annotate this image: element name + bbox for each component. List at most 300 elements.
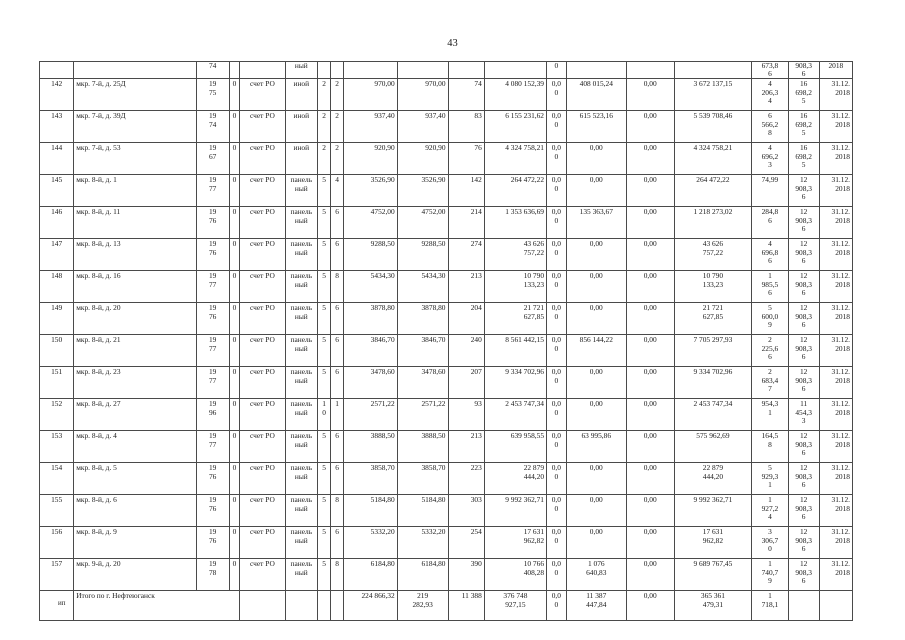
cell-year: 74 [196, 62, 229, 79]
cell-year: 19 76 [196, 303, 229, 335]
cell-people: 213 [448, 271, 484, 303]
table-row [40, 79, 853, 111]
cell-m1: 1 985,5 6 [752, 271, 788, 303]
cell-date: 31.12. 2018 [819, 143, 852, 175]
cell-m2: 16 698,2 5 [788, 79, 819, 111]
cell-address: мкр. 8-й, д. 9 [74, 527, 196, 559]
cell-s3: 0,00 [626, 271, 674, 303]
cell-m2: 12 908,3 6 [788, 495, 819, 527]
cell-area2: 970,00 [397, 79, 448, 111]
cell-date: 31.12. 2018 [819, 271, 852, 303]
cell-material: ный [285, 62, 317, 79]
cell-method: счет РО [240, 207, 286, 239]
cell-m2: 11 454,3 3 [788, 399, 819, 431]
cell-cost: 1 353 636,69 [484, 207, 546, 239]
cell-people: 207 [448, 367, 484, 399]
cell-s4: 21 721 627,85 [674, 303, 752, 335]
cell-date: 31.12. 2018 [819, 463, 852, 495]
cell-m2: 12 908,3 6 [788, 463, 819, 495]
cell-s1: 0,0 0 [547, 303, 567, 335]
table-row [40, 175, 853, 207]
cell-zero: 0 [229, 495, 239, 527]
cell-date: 31.12. 2018 [819, 559, 852, 591]
cell-zero: 0 [229, 431, 239, 463]
total-s3: 0,00 [626, 591, 674, 621]
cell-s3: 0,00 [626, 111, 674, 143]
cell-area2: 3878,80 [397, 303, 448, 335]
cell-area2: 3888,50 [397, 431, 448, 463]
cell-method: счет РО [240, 143, 286, 175]
cell-s2: 0,00 [566, 399, 626, 431]
cell-m1: 954,3 1 [752, 399, 788, 431]
cell-s1: 0,0 0 [547, 143, 567, 175]
cell-date: 31.12. 2018 [819, 79, 852, 111]
cell-date: 31.12. 2018 [819, 367, 852, 399]
cell-s1: 0,0 0 [547, 527, 567, 559]
total-area2: 219 282,93 [397, 591, 448, 621]
cell-floors: 2 [317, 111, 330, 143]
cell-date: 31.12. 2018 [819, 303, 852, 335]
cell-floors: 5 [317, 303, 330, 335]
cell-year: 19 76 [196, 527, 229, 559]
cell-cost: 10 790 133,23 [484, 271, 546, 303]
cell-area1: 970,00 [343, 79, 397, 111]
cell-entrances: 6 [331, 303, 343, 335]
cell-entrances: 6 [331, 335, 343, 367]
cell-entrances: 8 [331, 559, 343, 591]
cell-method: счет РО [240, 463, 286, 495]
cell-m2: 908,3 6 [788, 62, 819, 79]
cell-s2: 1 076 640,83 [566, 559, 626, 591]
cell-material: панель ный [285, 559, 317, 591]
cell-area1: 920,90 [343, 143, 397, 175]
cell-m1: 284,8 6 [752, 207, 788, 239]
cell-entrances: 2 [331, 79, 343, 111]
cell-floors: 5 [317, 463, 330, 495]
cell-method: счет РО [240, 431, 286, 463]
cell-area2: 937,40 [397, 111, 448, 143]
cell-no: 154 [40, 463, 74, 495]
cell-cost: 8 561 442,15 [484, 335, 546, 367]
cell-entrances: 8 [331, 495, 343, 527]
cell-m1: 3 306,7 0 [752, 527, 788, 559]
cell-s4: 43 626 757,22 [674, 239, 752, 271]
cell-method: счет РО [240, 527, 286, 559]
cell-address: мкр. 9-й, д. 20 [74, 559, 196, 591]
cell-no: 157 [40, 559, 74, 591]
cell-s3: 0,00 [626, 559, 674, 591]
cell-cost: 4 324 758,21 [484, 143, 546, 175]
cell-area2: 2571,22 [397, 399, 448, 431]
cell-s4: 22 879 444,20 [674, 463, 752, 495]
cell-year: 19 76 [196, 495, 229, 527]
total-s1: 0,0 0 [547, 591, 567, 621]
cell-area2: 4752,00 [397, 207, 448, 239]
cell-s4: 10 790 133,23 [674, 271, 752, 303]
cell-entrances: 6 [331, 463, 343, 495]
cell-m2: 12 908,3 6 [788, 271, 819, 303]
cell-s2: 135 363,67 [566, 207, 626, 239]
cell-area1: 5332,20 [343, 527, 397, 559]
cell-area1: 3478,60 [343, 367, 397, 399]
cell-m2: 12 908,3 6 [788, 175, 819, 207]
cell-s3: 0,00 [626, 207, 674, 239]
cell-year: 19 96 [196, 399, 229, 431]
cell-s1: 0,0 0 [547, 463, 567, 495]
cell-zero: 0 [229, 335, 239, 367]
cell-floors: 5 [317, 559, 330, 591]
cell-no: 146 [40, 207, 74, 239]
cell-no: 153 [40, 431, 74, 463]
cell-floors: 5 [317, 431, 330, 463]
housing-table [39, 61, 853, 621]
cell-m1: 673,8 6 [752, 62, 788, 79]
cell-people: 213 [448, 431, 484, 463]
cell-area2: 5184,80 [397, 495, 448, 527]
cell-area1: 2571,22 [343, 399, 397, 431]
cell-cost: 6 155 231,62 [484, 111, 546, 143]
cell-floors: 5 [317, 239, 330, 271]
cell-people: 214 [448, 207, 484, 239]
cell-method: счет РО [240, 335, 286, 367]
cell-m1: 74,99 [752, 175, 788, 207]
cell-address: мкр. 8-й, д. 6 [74, 495, 196, 527]
cell-people: 274 [448, 239, 484, 271]
cell-no: 156 [40, 527, 74, 559]
cell-no: 148 [40, 271, 74, 303]
cell-method: счет РО [240, 239, 286, 271]
cell-people: 204 [448, 303, 484, 335]
cell-material: панель ный [285, 431, 317, 463]
cell-material: панель ный [285, 495, 317, 527]
cell-people: 240 [448, 335, 484, 367]
cell-material: панель ный [285, 399, 317, 431]
table-row [40, 495, 853, 527]
cell-s2: 0,00 [566, 495, 626, 527]
cell-people: 93 [448, 399, 484, 431]
cell-area2: 3858,70 [397, 463, 448, 495]
cell-material: панель ный [285, 367, 317, 399]
cell-s1: 0 [547, 62, 567, 79]
cell-s2: 615 523,16 [566, 111, 626, 143]
cell-address: мкр. 8-й, д. 20 [74, 303, 196, 335]
cell-cost: 4 080 152,39 [484, 79, 546, 111]
cell-date: 31.12. 2018 [819, 431, 852, 463]
cell-method: счет РО [240, 559, 286, 591]
cell-s1: 0,0 0 [547, 367, 567, 399]
cell-material: панель ный [285, 463, 317, 495]
cell-s2: 0,00 [566, 175, 626, 207]
cell-no: 143 [40, 111, 74, 143]
cell-people: 142 [448, 175, 484, 207]
cell-address: мкр. 8-й, д. 16 [74, 271, 196, 303]
cell-cost: 17 631 962,82 [484, 527, 546, 559]
cell-m1: 4 206,3 4 [752, 79, 788, 111]
cell-s3: 0,00 [626, 463, 674, 495]
table-row [40, 143, 853, 175]
cell-s4: 9 689 767,45 [674, 559, 752, 591]
cell-year: 19 77 [196, 367, 229, 399]
cell-s3: 0,00 [626, 303, 674, 335]
cell-s1: 0,0 0 [547, 79, 567, 111]
cell-s3: 0,00 [626, 79, 674, 111]
cell-s2: 0,00 [566, 463, 626, 495]
cell-s1: 0,0 0 [547, 559, 567, 591]
cell-material: иной [285, 111, 317, 143]
cell-entrances: 1 [331, 399, 343, 431]
cell-material: панель ный [285, 527, 317, 559]
cell-s3: 0,00 [626, 143, 674, 175]
cell-s3: 0,00 [626, 175, 674, 207]
cell-material: иной [285, 143, 317, 175]
total-row [40, 591, 853, 621]
cell-method: счет РО [240, 367, 286, 399]
cell-s4: 3 672 137,15 [674, 79, 752, 111]
cell-s2: 0,00 [566, 303, 626, 335]
footer-mark: ип [58, 599, 66, 607]
cell-cost: 22 879 444,20 [484, 463, 546, 495]
cell-no: 144 [40, 143, 74, 175]
cell-method: счет РО [240, 495, 286, 527]
cell-floors: 1 0 [317, 399, 330, 431]
cell-s2: 0,00 [566, 367, 626, 399]
cell-floors: 5 [317, 495, 330, 527]
cell-people: 74 [448, 79, 484, 111]
cell-area2: 6184,80 [397, 559, 448, 591]
cell-zero: 0 [229, 399, 239, 431]
cell-s4: 2 453 747,34 [674, 399, 752, 431]
cell-date: 31.12. 2018 [819, 527, 852, 559]
cell-year: 19 77 [196, 175, 229, 207]
cell-method: счет РО [240, 111, 286, 143]
cell-no: 142 [40, 79, 74, 111]
cell-area1: 5184,80 [343, 495, 397, 527]
cell-material: панель ный [285, 303, 317, 335]
cell-no: 149 [40, 303, 74, 335]
cell-m1: 5 600,0 9 [752, 303, 788, 335]
cell-cost: 9 334 702,96 [484, 367, 546, 399]
cell-area2: 5434,30 [397, 271, 448, 303]
cell-area1: 3878,80 [343, 303, 397, 335]
cell-no: 152 [40, 399, 74, 431]
cell-area2: 3846,70 [397, 335, 448, 367]
cell-s1: 0,0 0 [547, 175, 567, 207]
cell-s3: 0,00 [626, 431, 674, 463]
cell-floors: 2 [317, 79, 330, 111]
table-row [40, 399, 853, 431]
cell-entrances: 6 [331, 367, 343, 399]
cell-material: панель ный [285, 207, 317, 239]
cell-area1: 937,40 [343, 111, 397, 143]
partial-row [40, 62, 853, 79]
cell-m1: 1 927,2 4 [752, 495, 788, 527]
cell-year: 19 77 [196, 335, 229, 367]
cell-address: мкр. 7-й, д. 53 [74, 143, 196, 175]
cell-s2: 0,00 [566, 527, 626, 559]
cell-m2: 12 908,3 6 [788, 527, 819, 559]
cell-zero: 0 [229, 111, 239, 143]
total-label: Итого по г. Нефтеюганск [74, 591, 240, 621]
cell-zero: 0 [229, 207, 239, 239]
cell-cost: 9 992 362,71 [484, 495, 546, 527]
cell-m2: 12 908,3 6 [788, 335, 819, 367]
cell-no: 155 [40, 495, 74, 527]
table-row [40, 559, 853, 591]
cell-s1: 0,0 0 [547, 271, 567, 303]
cell-m2: 12 908,3 6 [788, 431, 819, 463]
cell-no: 150 [40, 335, 74, 367]
cell-m1: 5 929,3 1 [752, 463, 788, 495]
cell-address: мкр. 8-й, д. 1 [74, 175, 196, 207]
cell-s1: 0,0 0 [547, 399, 567, 431]
cell-m2: 12 908,3 6 [788, 239, 819, 271]
cell-s3: 0,00 [626, 335, 674, 367]
cell-m2: 12 908,3 6 [788, 367, 819, 399]
cell-material: панель ный [285, 239, 317, 271]
cell-method: счет РО [240, 399, 286, 431]
cell-floors: 5 [317, 527, 330, 559]
total-m1: 1 718,1 [752, 591, 788, 621]
cell-m1: 2 225,6 6 [752, 335, 788, 367]
cell-zero: 0 [229, 303, 239, 335]
cell-entrances: 8 [331, 271, 343, 303]
cell-area1: 3888,50 [343, 431, 397, 463]
table-row [40, 239, 853, 271]
cell-m1: 4 696,8 6 [752, 239, 788, 271]
cell-date: 31.12. 2018 [819, 111, 852, 143]
cell-address: мкр. 8-й, д. 11 [74, 207, 196, 239]
cell-zero: 0 [229, 271, 239, 303]
cell-year: 19 76 [196, 239, 229, 271]
cell-year: 19 67 [196, 143, 229, 175]
cell-s2: 856 144,22 [566, 335, 626, 367]
cell-cost: 43 626 757,22 [484, 239, 546, 271]
cell-floors: 5 [317, 367, 330, 399]
cell-m2: 16 698,2 5 [788, 111, 819, 143]
cell-m1: 164,5 8 [752, 431, 788, 463]
cell-s4: 9 334 702,96 [674, 367, 752, 399]
cell-entrances: 6 [331, 207, 343, 239]
cell-s2: 408 015,24 [566, 79, 626, 111]
cell-cost: 639 958,55 [484, 431, 546, 463]
cell-area1: 3526,90 [343, 175, 397, 207]
cell-m1: 6 566,2 8 [752, 111, 788, 143]
cell-s3: 0,00 [626, 367, 674, 399]
cell-entrances: 2 [331, 143, 343, 175]
cell-floors: 5 [317, 175, 330, 207]
table-row [40, 367, 853, 399]
cell-s1: 0,0 0 [547, 495, 567, 527]
table-row [40, 111, 853, 143]
cell-s3: 0,00 [626, 239, 674, 271]
cell-floors: 2 [317, 143, 330, 175]
cell-address: мкр. 8-й, д. 4 [74, 431, 196, 463]
cell-year: 19 76 [196, 463, 229, 495]
cell-year: 19 77 [196, 431, 229, 463]
cell-no: 145 [40, 175, 74, 207]
cell-entrances: 6 [331, 527, 343, 559]
cell-area1: 3858,70 [343, 463, 397, 495]
cell-address: мкр. 7-й, д. 39Д [74, 111, 196, 143]
cell-m1: 2 683,4 7 [752, 367, 788, 399]
cell-method: счет РО [240, 303, 286, 335]
cell-date: 31.12. 2018 [819, 399, 852, 431]
cell-address: мкр. 8-й, д. 27 [74, 399, 196, 431]
page-number: 43 [447, 38, 458, 49]
table-row [40, 431, 853, 463]
cell-s3: 0,00 [626, 495, 674, 527]
cell-address: мкр. 8-й, д. 5 [74, 463, 196, 495]
cell-s3: 0,00 [626, 527, 674, 559]
cell-people: 303 [448, 495, 484, 527]
cell-material: панель ный [285, 175, 317, 207]
cell-zero: 0 [229, 527, 239, 559]
cell-no: 147 [40, 239, 74, 271]
cell-s1: 0,0 0 [547, 335, 567, 367]
cell-people: 254 [448, 527, 484, 559]
cell-method: счет РО [240, 271, 286, 303]
cell-people: 390 [448, 559, 484, 591]
cell-s4: 5 539 708,46 [674, 111, 752, 143]
table-row [40, 303, 853, 335]
cell-date: 31.12. 2018 [819, 335, 852, 367]
cell-entrances: 4 [331, 175, 343, 207]
cell-date: 31.12. 2018 [819, 175, 852, 207]
cell-m2: 16 698,2 5 [788, 143, 819, 175]
cell-floors: 5 [317, 271, 330, 303]
cell-zero: 0 [229, 463, 239, 495]
cell-date: 31.12. 2018 [819, 495, 852, 527]
cell-material: иной [285, 79, 317, 111]
cell-year: 19 77 [196, 271, 229, 303]
cell-date: 31.12. 2018 [819, 207, 852, 239]
cell-address: мкр. 8-й, д. 13 [74, 239, 196, 271]
cell-floors: 5 [317, 335, 330, 367]
cell-m1: 1 740,7 9 [752, 559, 788, 591]
cell-zero: 0 [229, 239, 239, 271]
cell-zero: 0 [229, 175, 239, 207]
cell-m2: 12 908,3 6 [788, 559, 819, 591]
cell-method: счет РО [240, 175, 286, 207]
cell-year: 19 75 [196, 79, 229, 111]
cell-entrances: 6 [331, 239, 343, 271]
cell-area2: 5332,20 [397, 527, 448, 559]
cell-people: 223 [448, 463, 484, 495]
cell-zero: 0 [229, 367, 239, 399]
cell-cost: 2 453 747,34 [484, 399, 546, 431]
cell-s4: 4 324 758,21 [674, 143, 752, 175]
cell-area1: 6184,80 [343, 559, 397, 591]
cell-date: 31.12. 2018 [819, 239, 852, 271]
cell-area1: 3846,70 [343, 335, 397, 367]
cell-area1: 4752,00 [343, 207, 397, 239]
cell-m2: 12 908,3 6 [788, 207, 819, 239]
cell-area1: 5434,30 [343, 271, 397, 303]
cell-address: мкр. 8-й, д. 23 [74, 367, 196, 399]
cell-year: 19 76 [196, 207, 229, 239]
cell-s1: 0,0 0 [547, 207, 567, 239]
cell-s2: 0,00 [566, 143, 626, 175]
cell-area2: 3478,60 [397, 367, 448, 399]
cell-m2: 12 908,3 6 [788, 303, 819, 335]
cell-area2: 3526,90 [397, 175, 448, 207]
cell-date: 2018 [819, 62, 852, 79]
cell-zero: 0 [229, 143, 239, 175]
cell-s4: 575 962,69 [674, 431, 752, 463]
cell-cost: 264 472,22 [484, 175, 546, 207]
cell-s4: 264 472,22 [674, 175, 752, 207]
cell-area1: 9288,50 [343, 239, 397, 271]
